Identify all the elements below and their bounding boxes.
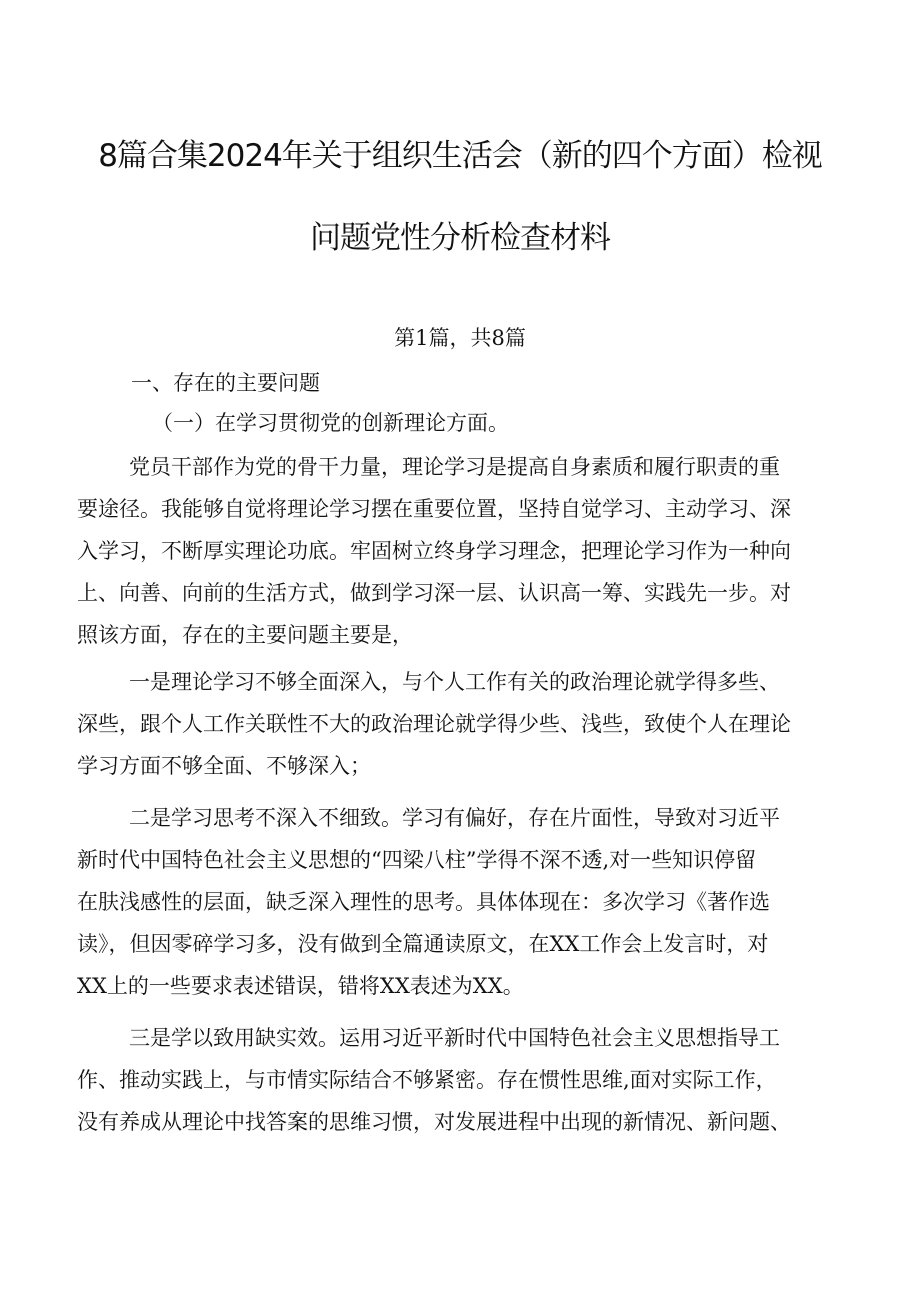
paragraph-issue-2 — [77, 797, 877, 1007]
part-indicator: 第1篇，共8篇 — [394, 326, 526, 350]
paragraph-line: 党员干部作为党的骨干力量，理论学习是提高自身素质和履行职责的重 — [129, 455, 780, 479]
paragraph-line: 照该方面，存在的主要问题主要是， — [77, 623, 413, 647]
document-title-line-2: 问题党性分析检查材料 — [310, 220, 610, 256]
subsection-heading: （一）在学习贯彻党的创新理论方面。 — [152, 411, 509, 435]
paragraph-line: 要途径。我能够自觉将理论学习摆在重要位置，坚持自觉学习、主动学习、深 — [77, 497, 791, 521]
section-heading: 一、存在的主要问题 — [131, 371, 320, 395]
paragraph-line: 读》，但因零碎学习多，没有做到全篇通读原文，在XX工作会上发言时，对 — [77, 932, 769, 956]
paragraph-line: 二是学习思考不深入不细致。学习有偏好，存在片面性，导致对习近平 — [129, 806, 780, 830]
paragraph-line: 没有养成从理论中找答案的思维习惯，对发展进程中出现的新情况、新问题、 — [77, 1110, 791, 1134]
paragraph-line: 在肤浅感性的层面，缺乏深入理性的思考。具体体现在：多次学习《著作选 — [77, 890, 770, 914]
paragraph-line: 一是理论学习不够全面深入，与个人工作有关的政治理论就学得多些、 — [129, 670, 780, 694]
paragraph-line: 深些，跟个人工作关联性不大的政治理论就学得少些、浅些，致使个人在理论 — [77, 712, 791, 736]
paragraph-line: 三是学以致用缺实效。运用习近平新时代中国特色社会主义思想指导工 — [129, 1026, 780, 1050]
paragraph-line: 作、推动实践上，与市情实际结合不够紧密。存在惯性思维,面对实际工作， — [77, 1068, 777, 1092]
paragraph-intro — [77, 446, 877, 656]
paragraph-line: 上、向善、向前的生活方式，做到学习深一层、认识高一筹、实践先一步。对 — [77, 581, 791, 605]
paragraph-issue-1 — [77, 661, 877, 787]
paragraph-line: 入学习，不断厚实理论功底。牢固树立终身学习理念，把理论学习作为一种向 — [77, 539, 791, 563]
document-title-line-1: 8篇合集2024年关于组织生活会（新的四个方面）检视 — [98, 138, 822, 174]
paragraph-line: XX上的一些要求表述错误，错将XX表述为XX。 — [77, 974, 524, 998]
paragraph-line: 学习方面不够全面、不够深入； — [77, 754, 371, 778]
paragraph-issue-3 — [77, 1017, 877, 1143]
paragraph-line: 新时代中国特色社会主义思想的“四梁八柱”学得不深不透,对一些知识停留 — [77, 848, 757, 872]
